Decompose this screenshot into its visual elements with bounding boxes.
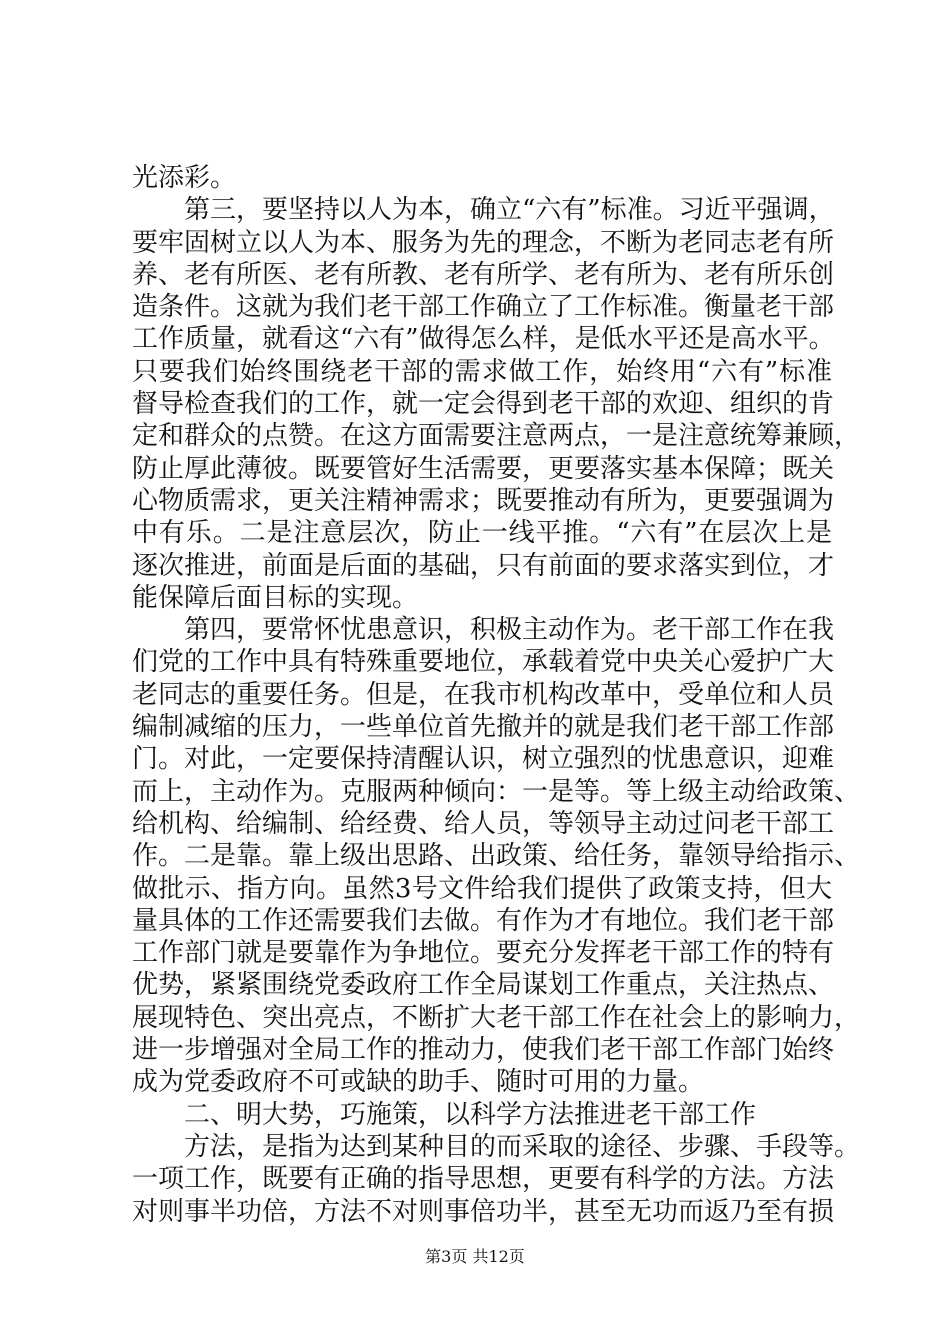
text-line: 对则事半功倍，方法不对则事倍功半，甚至无功而返乃至有损: [132, 1196, 835, 1227]
text-line: 工作部门就是要靠作为争地位。要充分发挥老干部工作的特有: [132, 938, 835, 969]
text-line: 防止厚此薄彼。既要管好生活需要，更要落实基本保障；既关: [132, 453, 835, 484]
section-heading: 二、明大势，巧施策，以科学方法推进老干部工作: [132, 1099, 757, 1130]
text-line: 进一步增强对全局工作的推动力，使我们老干部工作部门始终: [132, 1035, 835, 1066]
text-line: 老同志的重要任务。但是，在我市机构改革中，受单位和人员: [132, 679, 835, 710]
text-line: 中有乐。二是注意层次，防止一线平推。“六有”在层次上是: [132, 518, 832, 549]
text-line: 做批示、指方向。虽然3号文件给我们提供了政策支持，但大: [132, 873, 832, 904]
text-line: 展现特色、突出亮点，不断扩大老干部工作在社会上的影响力，: [132, 1002, 861, 1033]
text-line: 能保障后面目标的实现。: [132, 582, 419, 613]
text-line: 优势，紧紧围绕党委政府工作全局谋划工作重点，关注热点、: [132, 970, 835, 1001]
text-line: 心物质需求，更关注精神需求；既要推动有所为，更要强调为: [132, 485, 835, 516]
text-line: 门。对此，一定要保持清醒认识，树立强烈的忧患意识，迎难: [132, 744, 835, 775]
text-line: 一项工作，既要有正确的指导思想，更要有科学的方法。方法: [132, 1164, 835, 1195]
page-number-footer: 第3页 共12页: [425, 1247, 525, 1266]
text-line: 只要我们始终围绕老干部的需求做工作，始终用“六有”标准: [132, 356, 832, 387]
text-line: 工作质量，就看这“六有”做得怎么样，是低水平还是高水平。: [132, 324, 835, 355]
text-line: 定和群众的点赞。在这方面需要注意两点，一是注意统筹兼顾，: [132, 421, 861, 452]
text-line: 养、老有所医、老有所教、老有所学、老有所为、老有所乐创: [132, 259, 835, 290]
text-line: 们党的工作中具有特殊重要地位，承载着党中央关心爱护广大: [132, 647, 835, 678]
text-line: 第四，要常怀忧患意识，积极主动作为。老干部工作在我: [132, 615, 835, 646]
text-line: 作。二是靠。靠上级出思路、出政策、给任务，靠领导给指示、: [132, 841, 861, 872]
document-body: [132, 162, 861, 1228]
text-line: 造条件。这就为我们老干部工作确立了工作标准。衡量老干部: [132, 292, 835, 323]
text-line: 第三，要坚持以人为本，确立“六有”标准。习近平强调，: [132, 195, 835, 226]
text-line: 督导检查我们的工作，就一定会得到老干部的欢迎、组织的肯: [132, 389, 835, 420]
text-line: 成为党委政府不可或缺的助手、随时可用的力量。: [132, 1067, 705, 1098]
text-line: 光添彩。: [132, 163, 237, 193]
text-line: 给机构、给编制、给经费、给人员，等领导主动过问老干部工: [132, 808, 835, 839]
text-line: 要牢固树立以人为本、服务为先的理念，不断为老同志老有所: [132, 227, 835, 258]
text-line: 而上，主动作为。克服两种倾向：一是等。等上级主动给政策、: [132, 776, 861, 807]
text-line: 逐次推进，前面是后面的基础，只有前面的要求落实到位，才: [132, 550, 835, 581]
text-line: 方法，是指为达到某种目的而采取的途径、步骤、手段等。: [132, 1131, 861, 1162]
text-line: 编制减缩的压力，一些单位首先撤并的就是我们老干部工作部: [132, 712, 835, 743]
text-line: 量具体的工作还需要我们去做。有作为才有地位。我们老干部: [132, 905, 835, 936]
